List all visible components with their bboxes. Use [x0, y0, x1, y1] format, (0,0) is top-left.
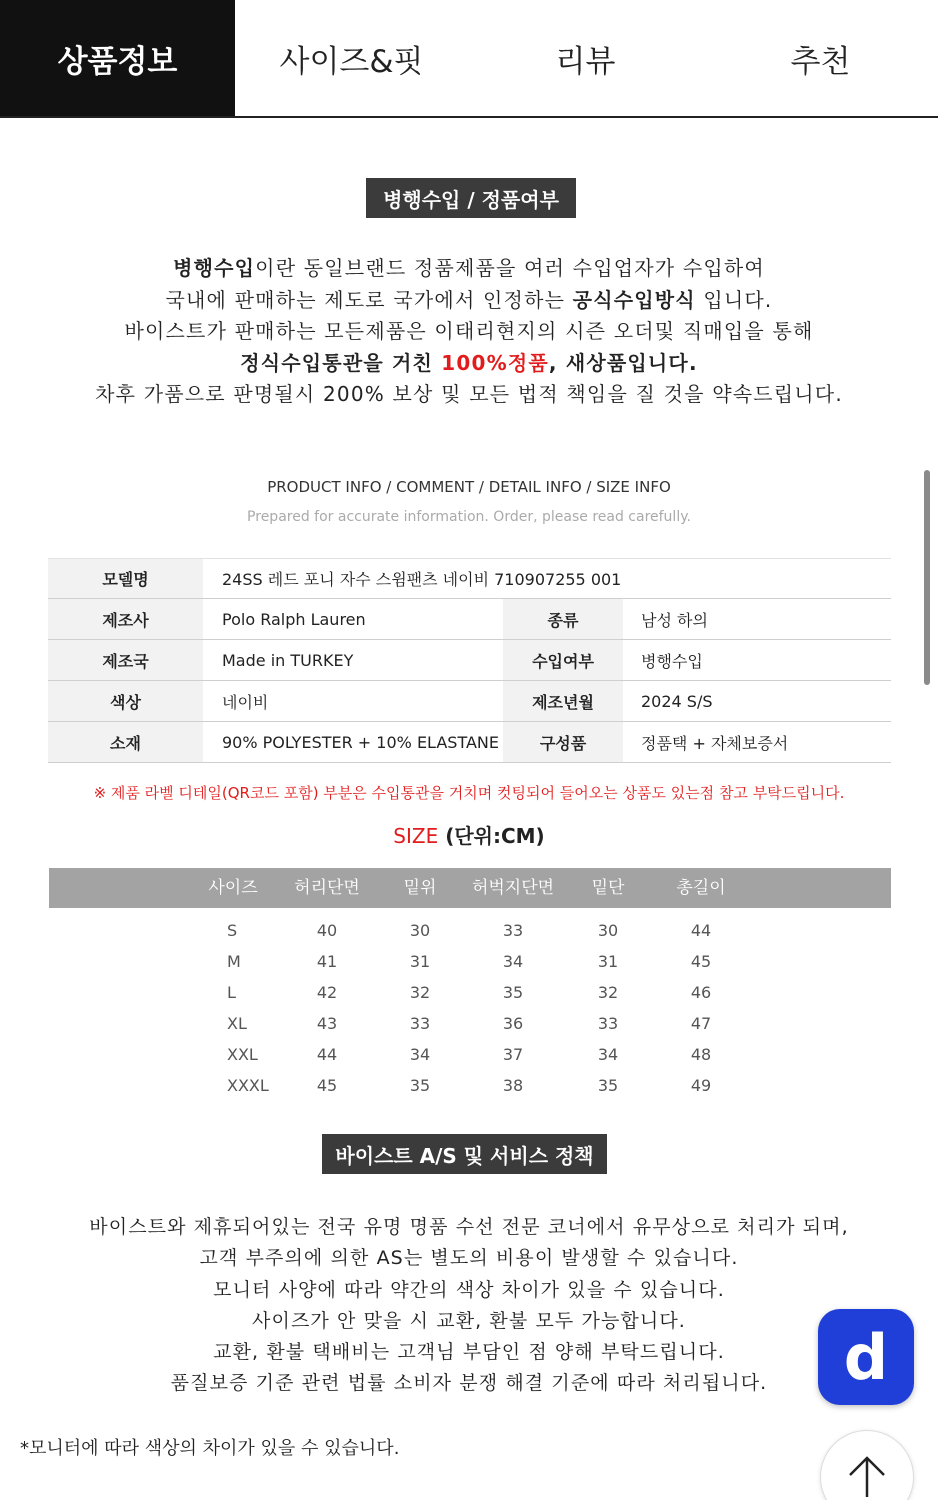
spec-value: 90% POLYESTER + 10% ELASTANE — [203, 722, 503, 763]
tab-product-info[interactable]: 상품정보 — [0, 0, 235, 116]
spec-label: 구성품 — [503, 722, 623, 763]
size-cell: 45 — [690, 952, 712, 971]
size-table-row — [49, 1070, 891, 1101]
spec-value: 정품택 + 자체보증서 — [623, 722, 891, 763]
size-cell: 48 — [690, 1045, 712, 1064]
spec-value: Made in TURKEY — [203, 640, 503, 681]
as-line: 바이스트와 제휴되어있는 전국 유명 명품 수선 전문 코너에서 유무상으로 처리가 되며, — [89, 1216, 849, 1238]
intro-line-2: 국내에 판매하는 제도로 국가에서 인정하는 공식수입방식 입니다. — [165, 287, 773, 312]
as-line: 품질보증 기준 관련 법률 소비자 분쟁 해결 기준에 따라 처리됩니다. — [170, 1372, 768, 1395]
size-table-row — [49, 915, 891, 946]
spec-value: 남성 하의 — [623, 599, 891, 640]
parallel-import-title: 병행수입 / 정품여부 — [366, 178, 576, 218]
size-cell: 37 — [502, 1045, 524, 1064]
spec-label: 제조년월 — [503, 681, 623, 722]
spec-label: 수입여부 — [503, 640, 623, 681]
spec-value: 네이비 — [203, 681, 503, 722]
size-header-cell: 밑위 — [403, 878, 437, 898]
page-scrollbar[interactable] — [924, 470, 930, 685]
size-cell: 32 — [597, 983, 619, 1002]
size-cell: 41 — [316, 952, 338, 971]
size-cell: 40 — [316, 921, 338, 940]
intro-line-5: 차후 가품으로 판명될시 200% 보상 및 모든 법적 책임을 질 것을 약속드립니다. — [95, 382, 843, 406]
spec-label: 모델명 — [48, 559, 203, 599]
parallel-import-description — [40, 253, 898, 411]
size-cell: 46 — [690, 983, 712, 1002]
as-policy-description — [40, 1212, 898, 1400]
size-cell: 34 — [409, 1045, 431, 1064]
size-cell: 31 — [597, 952, 619, 971]
size-cell: XXL — [227, 1045, 258, 1064]
scroll-to-top-button[interactable] — [820, 1430, 914, 1500]
size-cell: 44 — [316, 1045, 338, 1064]
intro-line-1: 병행수입이란 동일브랜드 정품제품을 여러 수입업자가 수입하여 — [173, 256, 765, 280]
size-cell: XXXL — [227, 1076, 269, 1095]
spec-row — [48, 722, 891, 763]
size-table-row — [49, 1008, 891, 1039]
label-cut-notice: ※ 제품 라벨 디테일(QR코드 포함) 부분은 수입통관을 거치며 컷팅되어 들어오는 상품도 있는점 참고 부탁드립니다. — [93, 784, 845, 802]
size-cell: 30 — [597, 921, 619, 940]
size-cell: M — [227, 952, 241, 971]
tab-size-fit[interactable]: 사이즈&핏 — [279, 43, 424, 80]
size-cell: 34 — [597, 1045, 619, 1064]
as-line: 고객 부주의에 의한 AS는 별도의 비용이 발생할 수 있습니다. — [199, 1247, 739, 1270]
spec-row — [48, 681, 891, 722]
size-cell: 43 — [316, 1014, 338, 1033]
as-policy-title: 바이스트 A/S 및 서비스 정책 — [322, 1134, 607, 1174]
size-header-cell: 사이즈 — [208, 878, 258, 898]
size-cell: 36 — [502, 1014, 524, 1033]
spec-value: Polo Ralph Lauren — [203, 599, 503, 640]
size-table-row — [49, 1039, 891, 1070]
size-cell: 35 — [502, 983, 524, 1002]
spec-label: 제조국 — [48, 640, 203, 681]
size-cell: 42 — [316, 983, 338, 1002]
size-header-cell: 밑단 — [591, 878, 625, 898]
size-table-row — [49, 946, 891, 977]
product-spec-table — [48, 558, 891, 763]
arrow-up-icon — [847, 1455, 887, 1499]
spec-label: 제조사 — [48, 599, 203, 640]
tab-review[interactable]: 리뷰 — [555, 43, 616, 80]
spec-label: 종류 — [503, 599, 623, 640]
size-cell: 44 — [690, 921, 712, 940]
product-info-subheading: Prepared for accurate information. Order, please read carefully. — [247, 509, 691, 525]
size-cell: 30 — [409, 921, 431, 940]
intro-line-3: 바이스트가 판매하는 모든제품은 이태리현지의 시즌 오더및 직매입을 통해 — [124, 319, 814, 343]
tab-recommend[interactable]: 추천 — [790, 43, 851, 80]
monitor-color-footnote: *모니터에 따라 색상의 차이가 있을 수 있습니다. — [20, 1438, 400, 1459]
as-line: 교환, 환불 택배비는 고객님 부담인 점 양해 부탁드립니다. — [213, 1341, 725, 1364]
size-cell: XL — [227, 1014, 247, 1033]
spec-label: 소재 — [48, 722, 203, 763]
size-cell: 38 — [502, 1076, 524, 1095]
size-cell: 33 — [502, 921, 524, 940]
size-cell: S — [227, 921, 238, 940]
size-cell: 35 — [597, 1076, 619, 1095]
spec-value: 2024 S/S — [623, 681, 891, 722]
size-table-header — [49, 868, 891, 908]
size-cell: 34 — [502, 952, 524, 971]
size-cell: 33 — [597, 1014, 619, 1033]
spec-value: 병행수입 — [623, 640, 891, 681]
size-header-cell: 총길이 — [676, 878, 726, 898]
size-cell: 45 — [316, 1076, 338, 1095]
size-cell: 33 — [409, 1014, 431, 1033]
as-line: 사이즈가 안 맞을 시 교환, 환불 모두 가능합니다. — [252, 1309, 686, 1332]
size-cell: 35 — [409, 1076, 431, 1095]
app-logo-icon: d — [843, 1320, 889, 1394]
spec-value: 24SS 레드 포니 자수 스윔팬츠 네이비 710907255 001 — [203, 559, 891, 599]
size-cell: 49 — [690, 1076, 712, 1095]
spec-row-model — [48, 559, 891, 599]
app-shortcut-button[interactable] — [818, 1309, 914, 1405]
intro-line-4: 정식수입통관을 거친 100%정품, 새상품입니다. — [240, 350, 698, 375]
product-info-heading: PRODUCT INFO / COMMENT / DETAIL INFO / SIZE INFO — [267, 478, 671, 496]
product-tab-bar — [0, 0, 938, 118]
spec-row — [48, 640, 891, 681]
spec-row — [48, 599, 891, 640]
spec-label: 색상 — [48, 681, 203, 722]
as-line: 모니터 사양에 따라 약간의 색상 차이가 있을 수 있습니다. — [213, 1278, 725, 1301]
size-cell: L — [227, 983, 236, 1002]
size-title: SIZE (단위:CM) — [393, 824, 545, 848]
size-header-cell: 허리단면 — [294, 878, 360, 898]
size-header-cell: 허벅지단면 — [471, 878, 555, 898]
size-cell: 32 — [409, 983, 431, 1002]
size-table-row — [49, 977, 891, 1008]
size-cell: 47 — [690, 1014, 712, 1033]
size-cell: 31 — [409, 952, 431, 971]
